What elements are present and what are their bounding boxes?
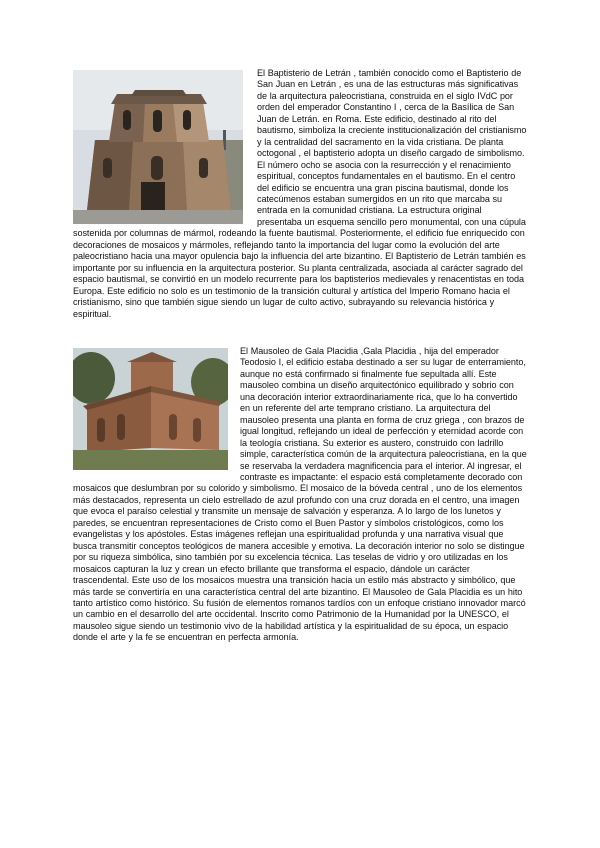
paragraph-baptisterio: El Baptisterio de Letrán , también conocido como el Baptisterio de San Juan en Letrán , es una de las estructuras más significativas de la arquitectura paleocristiana, construida en el siglo IVdC por orden del emperador Constantino I , cerca de la Basílica de San Juan de Letrán. en Roma. Este edificio, destinado al rito del bautismo, simboliza la creciente institucionalización del cristianismo y la centralidad del sacramento en la vida cristiana. De planta octogonal , el baptisterio adopta un diseño cargado de simbolismo. El número ocho se asocia con la resurrección y el renacimiento espiritual, conceptos fundamentales en el bautismo. En el centro del edificio se encuentra una gran piscina bautismal, donde los catecúmenos estaban sumergidos en un rito que marcaba su entrada en la comunidad cristiana. La estructura original presentaba un esquema sencillo pero monumental, con una cúpula sostenida por columnas de mármol, rodeando la fuente bautismal. Posteriormente, el edificio fue enriquecido con decoraciones de mosaicos y mármoles, reflejando tanto la importancia del lugar como la evolución del arte paleocristiano hacia una mayor opulencia bajo la influencia del arte bizantino. El Baptisterio de Letrán también es importante por su influencia en la arquitectura posterior. Su planta centralizada, asociada al carácter sagrado del espacio bautismal, se convirtió en un modelo recurrente para los baptisterios medievales y renacentistas en toda Europa. Este edificio no solo es un testimonio de la transición cultural y artística del Imperio Romano hacia el cristianismo, sino que también sigue siendo un lugar de culto activo, subrayando su relevancia histórica y espiritual. <box>73 68 527 319</box>
mausoleum-illustration <box>73 348 228 470</box>
baptistery-illustration <box>73 70 243 224</box>
section-mausoleo <box>73 346 528 644</box>
mausoleum-photo <box>73 348 228 470</box>
section-baptisterio <box>73 68 528 320</box>
baptistery-photo <box>73 70 243 224</box>
paragraph-mausoleo: El Mausoleo de Gala Placidia ,Gala Placidia , hija del emperador Teodosio I, el edificio estaba destinado a ser su lugar de enterramiento, aunque no está confirmado si finalmente fue sepultada allí. Este mausoleo combina un diseño arquitectónico equilibrado y sobrio con una decoración interior extraordinariamente rica, que lo ha convertido en un referente del arte temprano cristiano. La arquitectura del mausoleo presenta una planta en forma de cruz griega , con brazos de igual longitud, reflejando un ideal de perfección y eternidad acorde con la teología cristiana. Su exterior es austero, construido con ladrillo simple, característica común de la arquitectura paleocristiana, en la que se reservaba la verdadera magnificencia para el interior. Al ingresar, el contraste es impactante: el espacio está completamente decorado con mosaicos que deslumbran por su colorido y simbolismo. El mosaico de la bóveda central , uno de los elementos más destacados, representa un cielo estrellado de azul profundo con una cruz dorada en el centro, una imagen que evoca el paraíso celestial y transmite un mensaje de salvación y esperanza. A lo largo de los lunetos y paredes, se encuentran representaciones de Cristo como el Buen Pastor y símbolos cristológicos, como los evangelistas y los apóstoles. Estas imágenes reflejan una espiritualidad profunda y una narrativa visual que busca transmitir conceptos teológicos de manera accesible y emotiva. La decoración interior no solo se distingue por su riqueza simbólica, sino también por su excelencia técnica. Las teselas de vidrio y oro utilizadas en los mosaicos capturan la luz y crean un efecto brillante que transforma el espacio, dándole un carácter trascendental. Este uso de los mosaicos muestra una transición hacia un estilo más abstracto y simbólico, que más tarde se convertiría en una característica central del arte bizantino. El Mausoleo de Gala Placidia es un hito tanto artístico como histórico. Su fusión de elementos romanos tardíos con un enfoque cristiano innovador marcó un cambio en el desarrollo del arte occidental. Inscrito como Patrimonio de la Humanidad por la UNESCO, el mausoleo sigue siendo un testimonio vivo de la habilidad artística y la espiritualidad de su época, un espacio donde el arte y la fe se encuentran en perfecta armonía. <box>73 346 527 643</box>
